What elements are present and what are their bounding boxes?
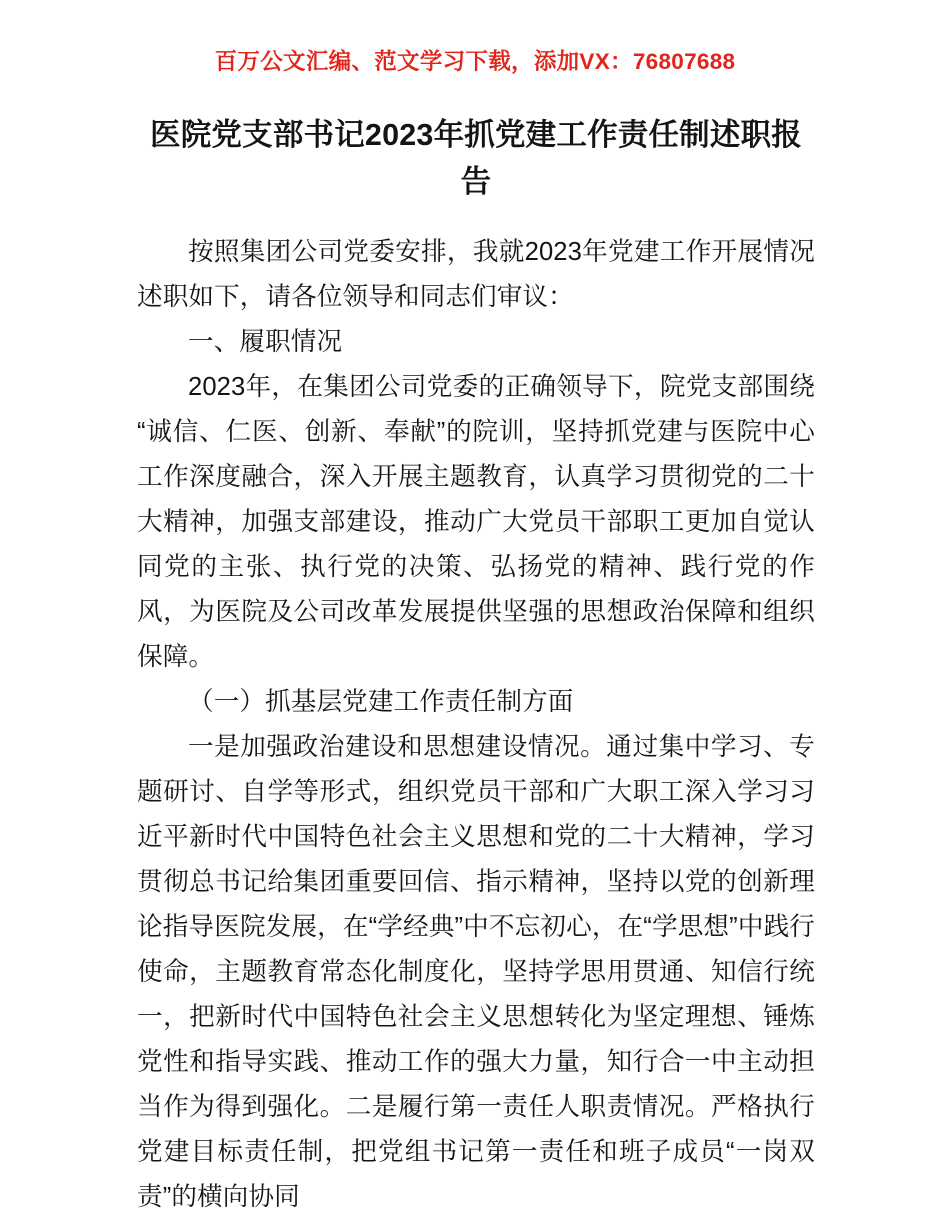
paragraph-duties-body: 2023年，在集团公司党委的正确领导下，院党支部围绕“诚信、仁医、创新、奉献”的院训，坚持抓党建与医院中心工作深度融合，深入开展主题教育，认真学习贯彻党的二十大精神，加强支部建设，推动广大党员干部职工更加自觉认同党的主张、执行党的决策、弘扬党的精神、践行党的作风，为医院及公司改革发展提供坚强的思想政治保障和组织保障。 (137, 373, 815, 671)
page-title: 医院党支部书记2023年抓党建工作责任制述职报告 (150, 118, 802, 199)
heading-lvl2-responsibility-system: （一）抓基层党建工作责任制方面 (188, 688, 574, 716)
paragraph-responsibility-system-body: 一是加强政治建设和思想建设情况。通过集中学习、专题研讨、自学等形式，组织党员干部和广大职工深入学习习近平新时代中国特色社会主义思想和党的二十大精神，学习贯彻总书记给集团重要回信、指示精神，坚持以党的创新理论指导医院发展，在“学经典”中不忘初心，在“学思想”中践行使命，主题教育常态化制度化，坚持学思用贯通、知信行统一，把新时代中国特色社会主义思想转化为坚定理想、锤炼党性和指导实践、推动工作的强大力量，知行合一中主动担当作为得到强化。二是履行第一责任人职责情况。严格执行党建目标责任制，把党组书记第一责任和班子成员“一岗双责”的横向协同 (137, 733, 815, 1211)
heading-lvl1-duties: 一、履职情况 (188, 328, 343, 356)
promo-banner: 百万公文汇编、范文学习下载，添加VX：76807688 (214, 49, 736, 74)
document-content (137, 112, 815, 1220)
paragraph-intro: 按照集团公司党委安排，我就2023年党建工作开展情况述职如下，请各位领导和同志们审议： (137, 238, 815, 311)
